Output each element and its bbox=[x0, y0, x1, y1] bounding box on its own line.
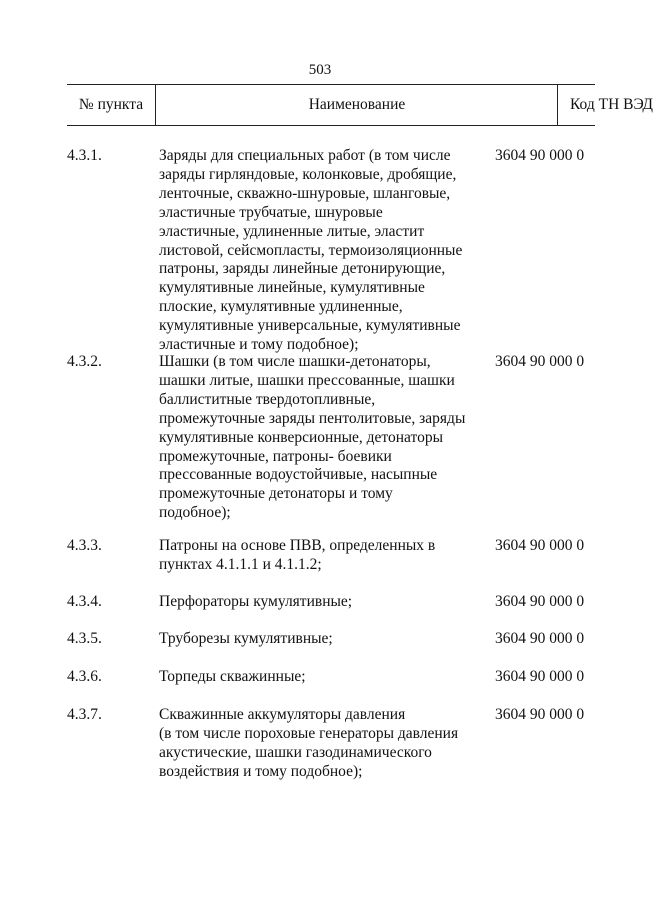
row-code: 3604 90 000 0 bbox=[495, 353, 585, 370]
row-name-line: Перфораторы кумулятивные; bbox=[159, 593, 353, 610]
row-name-line: подобное); bbox=[159, 504, 231, 522]
row-name-line: плоские, кумулятивные удлиненные, bbox=[159, 298, 403, 316]
row-item-number: 4.3.3. bbox=[67, 537, 102, 554]
row-item-number: 4.3.6. bbox=[67, 668, 102, 685]
header-item-number: № пункта bbox=[78, 96, 144, 113]
row-name-line: заряды гирляндовые, колонковые, дробящие, bbox=[159, 165, 457, 183]
row-name-line: акустические, шашки газодинамического bbox=[159, 743, 432, 761]
row-item-number: 4.3.1. bbox=[67, 147, 102, 164]
row-name bbox=[159, 353, 491, 523]
row-name-line: Скважинные аккумуляторы давления bbox=[159, 706, 406, 723]
row-name-line: баллиститные твердотопливные, bbox=[159, 390, 376, 408]
row-item-number: 4.3.2. bbox=[67, 353, 102, 370]
row-name-line: эластичные трубчатые, шнуровые bbox=[159, 203, 383, 221]
row-item-number: 4.3.7. bbox=[67, 706, 102, 723]
row-item-number: 4.3.4. bbox=[67, 593, 102, 610]
row-name-line: промежуточные детонаторы и тому bbox=[159, 485, 393, 503]
page-number: 503 bbox=[308, 62, 332, 78]
row-name-line: промежуточные заряды пентолитовые, заряды bbox=[159, 409, 466, 427]
row-name-line: кумулятивные линейные, кумулятивные bbox=[159, 279, 425, 297]
row-name-line: Шашки (в том числе шашки-детонаторы, bbox=[159, 353, 431, 370]
header-name: Наименование bbox=[155, 85, 558, 125]
row-name bbox=[159, 630, 491, 649]
row-name-line: (в том числе пороховые генераторы давления bbox=[159, 724, 459, 742]
header-code: Код ТН ВЭД bbox=[557, 85, 665, 125]
row-name-line: Труборезы кумулятивные; bbox=[159, 630, 333, 647]
row-name-line: ленточные, скважно-шнуровые, шланговые, bbox=[159, 184, 451, 202]
row-name-line: листовой, сейсмопласты, термоизоляционные bbox=[159, 241, 463, 259]
row-name-line: прессованные водоустойчивые, насыпные bbox=[159, 466, 438, 484]
row-code: 3604 90 000 0 bbox=[495, 537, 585, 554]
row-name bbox=[159, 147, 491, 355]
row-name-line: кумулятивные универсальные, кумулятивные bbox=[159, 317, 461, 335]
row-name-line: патроны, заряды линейные детонирующие, bbox=[159, 260, 446, 278]
row-item-number: 4.3.5. bbox=[67, 630, 102, 647]
row-name-line: кумулятивные конверсионные, детонаторы bbox=[159, 428, 443, 446]
row-name-line: эластичные и тому подобное); bbox=[159, 336, 359, 354]
row-name bbox=[159, 706, 491, 782]
row-name-line: промежуточные, патроны- боевики bbox=[159, 447, 392, 465]
row-name-line: пунктах 4.1.1.1 и 4.1.1.2; bbox=[159, 555, 322, 573]
row-name-line: эластичные, удлиненные литые, эластит bbox=[159, 222, 425, 240]
row-name bbox=[159, 537, 491, 575]
row-code: 3604 90 000 0 bbox=[495, 147, 585, 164]
row-code: 3604 90 000 0 bbox=[495, 593, 585, 610]
row-name-line: Торпеды скважинные; bbox=[159, 668, 306, 685]
row-name-line: воздействия и тому подобное); bbox=[159, 762, 363, 780]
row-code: 3604 90 000 0 bbox=[495, 668, 585, 685]
row-code: 3604 90 000 0 bbox=[495, 630, 585, 647]
row-name-line: Патроны на основе ПВВ, определенных в bbox=[159, 537, 436, 554]
row-name-line: шашки литые, шашки прессованные, шашки bbox=[159, 371, 455, 389]
row-name bbox=[159, 593, 491, 612]
row-name-line: Заряды для специальных работ (в том числе bbox=[159, 147, 451, 164]
row-code: 3604 90 000 0 bbox=[495, 706, 585, 723]
row-name bbox=[159, 668, 491, 687]
table-header bbox=[67, 84, 653, 126]
